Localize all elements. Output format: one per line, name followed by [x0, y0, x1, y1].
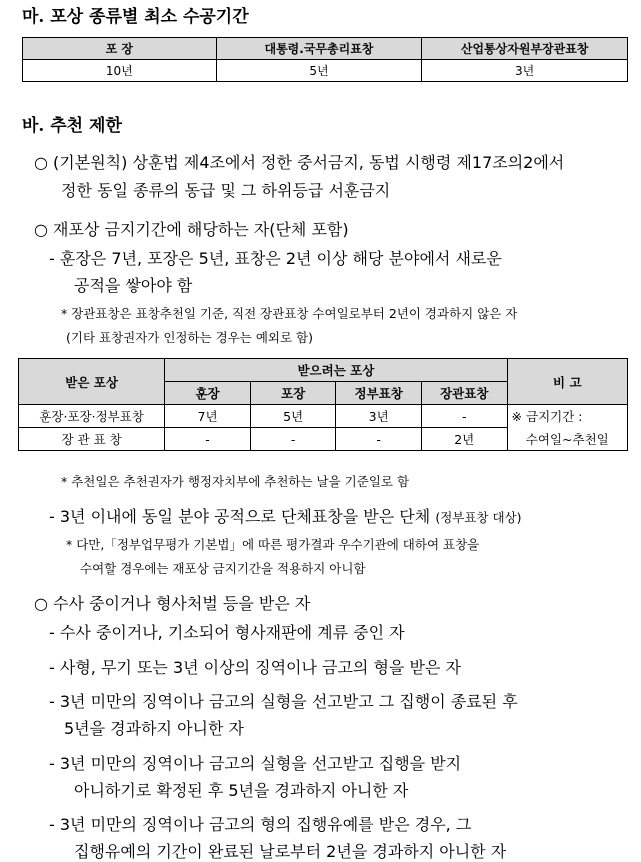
- footnote-evaluation-cont: 수여할 경우에는 재포상 금지기간을 적용하지 아니함: [80, 561, 366, 576]
- table-cell: -: [336, 428, 422, 451]
- section-heading-ma: 마. 포상 종류별 최소 수공기간: [22, 7, 249, 27]
- dash-item-executed-cont: 5년을 경과하지 아니한 자: [64, 719, 244, 738]
- table-cell: 7년: [165, 405, 251, 428]
- table-cell: -: [250, 428, 336, 451]
- bullet-criminal: ○ 수사 중이거나 형사처벌 등을 받은 자: [34, 594, 311, 613]
- dash-item-group-award-main: - 3년 이내에 동일 분야 공적으로 단체표창을 받은 단체: [49, 507, 431, 526]
- table-cell: -: [165, 428, 251, 451]
- table-header-cell: 장관표창: [421, 382, 507, 405]
- dash-item-executed: - 3년 미만의 징역이나 금고의 실형을 선고받고 그 집행이 종료된 후: [49, 692, 518, 711]
- table-header-cell: 받은 포상: [19, 359, 165, 405]
- table-cell: 수여일~추천일: [507, 428, 627, 451]
- table-header-cell: 포장: [250, 382, 336, 405]
- section-heading-ba: 바. 추천 제한: [22, 116, 122, 136]
- dash-item-period-cont: 공적을 쌓아야 함: [74, 276, 193, 295]
- table-header-cell: 받으려는 포상: [165, 359, 507, 382]
- bullet-principle: ○ (기본원칙) 상훈법 제4조에서 정한 중서금지, 동법 시행령 제17조의2에서: [34, 153, 565, 172]
- table-header-cell: 훈장: [165, 382, 251, 405]
- footnote-minister-cont: (기타 표창권자가 인정하는 경우는 예외로 함): [66, 330, 313, 345]
- table-cell: 3년: [336, 405, 422, 428]
- dash-item-probation-cont: 집행유예의 기간이 완료된 날로부터 2년을 경과하지 아니한 자: [74, 842, 507, 861]
- footnote-evaluation: * 다만,「정부업무평가 기본법」에 따른 평가결과 우수기관에 대하여 표창을: [66, 537, 480, 552]
- table-header-cell: 비 고: [507, 359, 627, 405]
- table-cell: 10년: [23, 60, 217, 82]
- dash-item-group-award: [49, 504, 522, 527]
- table-row: [19, 405, 628, 428]
- dash-item-probation: - 3년 미만의 징역이나 금고의 형의 집행유예를 받은 경우, 그: [49, 815, 472, 834]
- dash-item-not-executed-cont: 아니하기로 확정된 후 5년을 경과하지 아니한 자: [74, 781, 409, 800]
- table-header-cell: 포 장: [23, 38, 217, 60]
- table-cell: -: [421, 405, 507, 428]
- footnote-minister: * 장관표창은 표창추천일 기준, 직전 장관표창 수여일로부터 2년이 경과하지 않은 자: [61, 306, 518, 321]
- dash-item-investigation: - 수사 중이거나, 기소되어 형사재판에 계류 중인 자: [49, 623, 405, 642]
- table-cell: 5년: [216, 60, 422, 82]
- table-row: [19, 428, 628, 451]
- table-header-cell: 대통령.국무총리표창: [216, 38, 422, 60]
- table-cell: 훈장·포장·정부표창: [19, 405, 165, 428]
- table-cell: 3년: [422, 60, 628, 82]
- footnote-recommend-date: * 추천일은 추천권자가 행정자치부에 추천하는 날을 기준일로 함: [61, 474, 410, 489]
- dash-item-period: - 훈장은 7년, 포장은 5년, 표창은 2년 이상 해당 분야에서 새로운: [49, 249, 502, 268]
- table-header-cell: 산업통상자원부장관표창: [422, 38, 628, 60]
- bullet-reaward-ban: ○ 재포상 금지기간에 해당하는 자(단체 포함): [34, 220, 349, 239]
- reaward-table: [18, 358, 628, 451]
- dash-item-not-executed: - 3년 미만의 징역이나 금고의 실형을 선고받고 집행을 받지: [49, 754, 462, 773]
- dash-item-sentence: - 사형, 무기 또는 3년 이상의 징역이나 금고의 형을 받은 자: [49, 658, 461, 677]
- min-period-table: [22, 37, 628, 82]
- table-cell: 5년: [250, 405, 336, 428]
- table-cell: 2년: [421, 428, 507, 451]
- table-header-row: [23, 38, 628, 60]
- table-cell: ※ 금지기간 :: [507, 405, 627, 428]
- table-cell: 장 관 표 창: [19, 428, 165, 451]
- table-row: [23, 60, 628, 82]
- dash-item-group-award-paren: (정부표창 대상): [435, 510, 522, 525]
- table-header-cell: 정부표창: [336, 382, 422, 405]
- bullet-principle-cont: 정한 동일 종류의 동급 및 그 하위등급 서훈금지: [61, 181, 391, 200]
